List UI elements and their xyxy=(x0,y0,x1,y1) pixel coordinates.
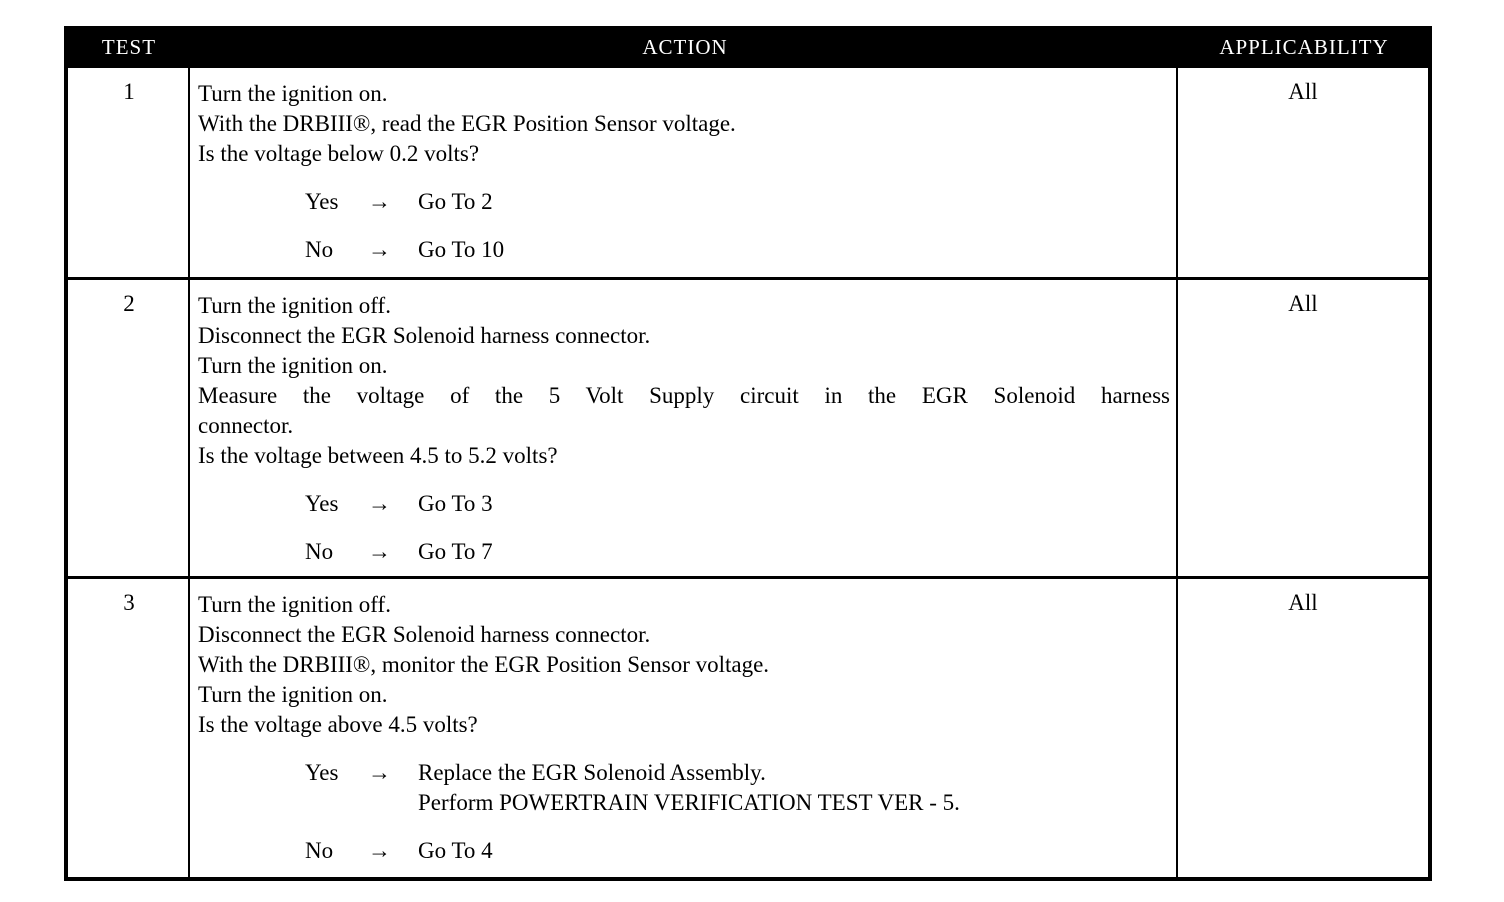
action-line: Disconnect the EGR Solenoid harness connector. xyxy=(198,622,651,647)
table-row xyxy=(68,579,1428,877)
action-line: Turn the ignition off. xyxy=(198,592,391,617)
action-line: Disconnect the EGR Solenoid harness connector. xyxy=(198,323,651,348)
action-line: Turn the ignition on. xyxy=(198,353,388,378)
applicability-cell: All xyxy=(1288,291,1318,316)
action-line: With the DRBIII®, read the EGR Position Sensor voltage. xyxy=(198,111,736,136)
action-line: With the DRBIII®, monitor the EGR Position Sensor voltage. xyxy=(198,652,770,677)
branch-no xyxy=(198,235,1170,265)
branch-result: Go To 2 xyxy=(418,189,493,214)
branch-result: Replace the EGR Solenoid Assembly. xyxy=(418,760,766,785)
test-number: 2 xyxy=(123,291,135,316)
action-cell xyxy=(198,291,1170,567)
action-line: Is the voltage between 4.5 to 5.2 volts? xyxy=(198,443,558,468)
test-number: 1 xyxy=(123,79,135,104)
header-test: TEST xyxy=(101,35,157,59)
action-cell xyxy=(198,79,1170,265)
action-line: Turn the ignition on. xyxy=(198,81,388,106)
table-row xyxy=(68,280,1428,576)
branch-answer: No xyxy=(305,237,334,262)
arrow-icon: → xyxy=(368,189,391,214)
branch-no xyxy=(198,537,1170,567)
header-action: ACTION xyxy=(642,35,728,59)
header-applicability: APPLICABILITY xyxy=(1219,35,1389,59)
branch-result: Go To 7 xyxy=(418,539,493,564)
branch-answer: No xyxy=(305,539,334,564)
action-line: Turn the ignition off. xyxy=(198,293,391,318)
branch-result: Go To 4 xyxy=(418,838,493,863)
diagnostic-test-table xyxy=(64,26,1432,881)
applicability-cell: All xyxy=(1288,79,1318,104)
branch-result: Go To 10 xyxy=(418,237,505,262)
action-line: Turn the ignition on. xyxy=(198,682,388,707)
branch-no xyxy=(198,836,1170,866)
branch-answer: No xyxy=(305,838,334,863)
action-line: Is the voltage below 0.2 volts? xyxy=(198,141,480,166)
branch-result: Go To 3 xyxy=(418,491,493,516)
branch-yes xyxy=(198,758,1170,818)
action-line: Is the voltage above 4.5 volts? xyxy=(198,712,478,737)
arrow-icon: → xyxy=(368,539,391,564)
branch-answer: Yes xyxy=(305,760,339,785)
action-cell xyxy=(198,590,1170,866)
arrow-icon: → xyxy=(368,237,391,262)
arrow-icon: → xyxy=(368,838,391,863)
arrow-icon: → xyxy=(368,760,391,785)
action-line: connector. xyxy=(198,413,294,438)
table-header xyxy=(68,30,1428,68)
table-row xyxy=(68,68,1428,277)
branch-yes xyxy=(198,187,1170,217)
branch-answer: Yes xyxy=(305,189,339,214)
branch-answer: Yes xyxy=(305,491,339,516)
applicability-cell: All xyxy=(1288,590,1318,615)
branch-yes xyxy=(198,489,1170,519)
action-line: Measure the voltage of the 5 Volt Supply circuit in the EGR Solenoid harness xyxy=(198,383,1170,408)
branch-result-line2: Perform POWERTRAIN VERIFICATION TEST VER - 5. xyxy=(418,790,960,815)
test-number: 3 xyxy=(123,590,135,615)
arrow-icon: → xyxy=(368,491,391,516)
